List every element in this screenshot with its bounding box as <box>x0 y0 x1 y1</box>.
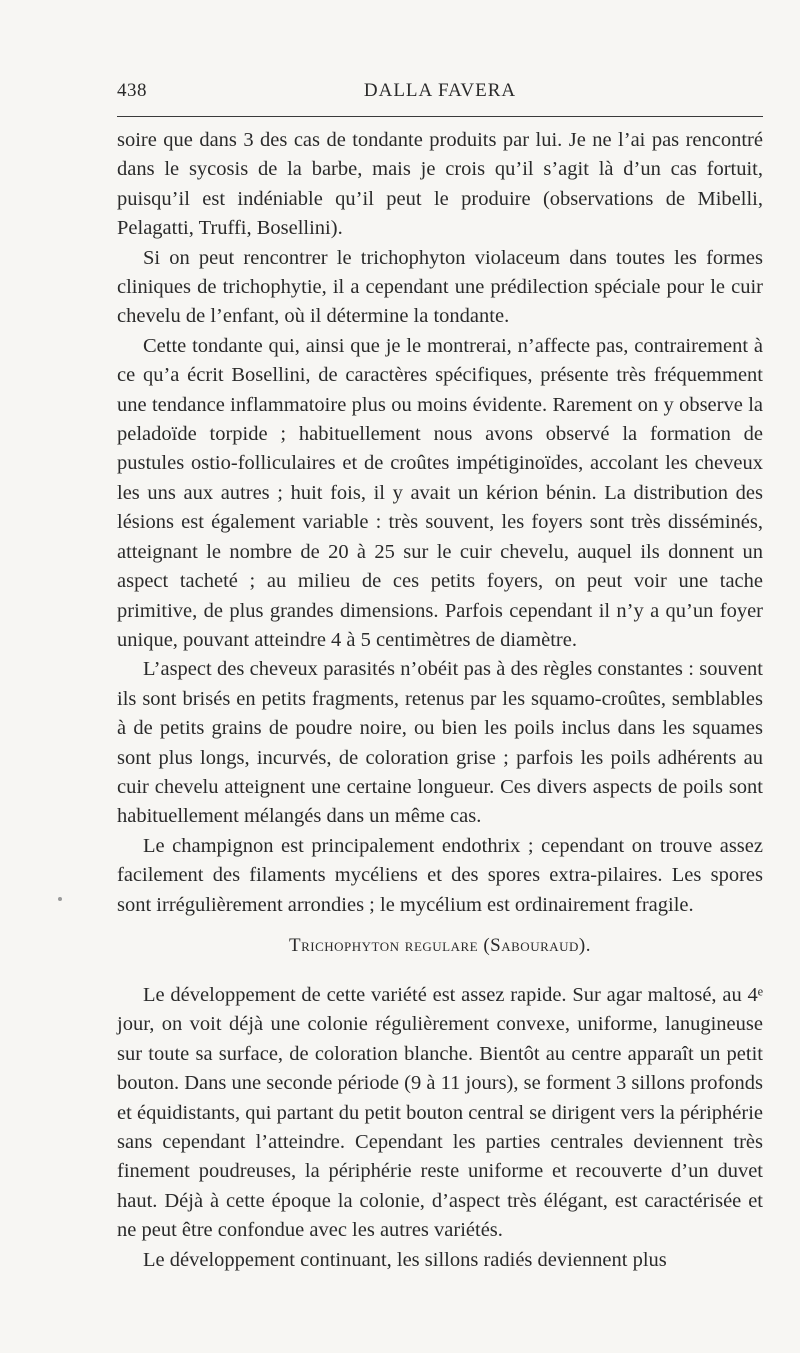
header-rule <box>117 116 763 117</box>
running-title: DALLA FAVERA <box>363 80 517 101</box>
paragraph: Le développement de cette variété est assez rapide. Sur agar maltosé, au 4ᵉ jour, on voit déjà une colonie régulièrement convexe, uniforme, lanugineuse sur toute sa surface, de coloration blanche. Bientôt au centre apparaît un petit bouton. Dans une seconde période (9 à 11 jours), se forment 3 sillons profonds et équidistants, qui partant du petit bouton central se dirigent vers la périphérie sans cependant l’atteindre. Cependant les parties centrales deviennent très finement poudreuses, la périphérie reste uniforme et recouverte d’un duvet haut. Déjà à cette époque la colonie, d’aspect très élégant, est caractérisée et ne peut être confondue avec les autres variétés. <box>117 984 763 1242</box>
body-text <box>117 126 763 920</box>
section-body-text <box>117 981 763 1275</box>
running-head <box>117 80 763 108</box>
section-heading: Trichophyton regulare (Sabouraud). <box>288 935 591 956</box>
paragraph: Si on peut rencontrer le trichophyton violaceum dans toutes les formes cliniques de trichophytie, il a cependant une prédilection spéciale pour le cuir chevelu de l’enfant, où il détermine la tondante. <box>117 246 763 328</box>
paragraph: Le champignon est principalement endothrix ; cependant on trouve assez facilement des filaments mycéliens et des spores extra-pilaires. Les spores sont irrégulièrement arrondies ; le mycélium est ordinairement fragile. <box>117 834 763 916</box>
page-number: 438 <box>117 80 147 101</box>
paragraph: Le développement continuant, les sillons radiés deviennent plus <box>143 1248 667 1271</box>
paragraph: L’aspect des cheveux parasités n’obéit pas à des règles constantes : souvent ils sont brisés en petits fragments, retenus par les squamo-croûtes, semblables à de petits grains de poudre noire, ou bien les poils inclus dans les squames sont plus longs, incurvés, de coloration grise ; parfois les poils adhérents au cuir chevelu atteignent une certaine longueur. Ces divers aspects de poils sont habituellement mélangés dans un même cas. <box>117 658 763 828</box>
paragraph: soire que dans 3 des cas de tondante produits par lui. Je ne l’ai pas rencontré dans le sycosis de la barbe, mais je crois qu’il s’agit là d’un cas fortuit, puisqu’il est indéniable qu’il peut le produire (observations de Mibelli, Pelagatti, Truffi, Bosellini). <box>117 129 763 240</box>
paragraph: Cette tondante qui, ainsi que je le montrerai, n’affecte pas, contrairement à ce qu’a écrit Bosellini, de caractères spécifiques, présente très fréquemment une tendance inflammatoire plus ou moins évidente. Rarement on y observe la peladoïde torpide ; habituellement nous avons observé la formation de pustules ostio-folliculaires et de croûtes impétiginoïdes, accolant les cheveux les uns aux autres ; huit fois, il y avait un kérion bénin. La distribution des lésions est également variable : très souvent, les foyers sont très disséminés, atteignant le nombre de 20 à 25 sur le cuir chevelu, auquel ils donnent un aspect tacheté ; au milieu de ces petits foyers, on peut voir une tache primitive, de plus grandes dimensions. Parfois cependant il n’y a qu’un foyer unique, pouvant atteindre 4 à 5 centimètres de diamètre. <box>117 334 763 651</box>
paper-speck <box>58 897 62 901</box>
